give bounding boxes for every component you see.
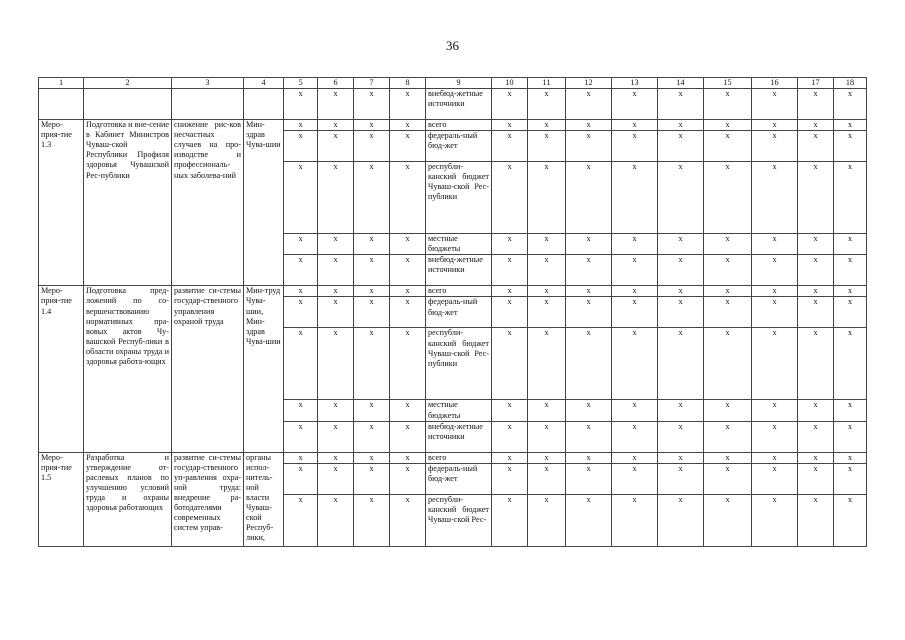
- x-cell: x: [528, 400, 566, 421]
- x-cell: x: [658, 297, 704, 328]
- funding-source-cell: республи-канский бюджет Чуваш-ской Рес-публики: [426, 328, 492, 400]
- x-cell: x: [390, 328, 426, 400]
- x-cell: x: [492, 494, 528, 546]
- x-cell: x: [390, 463, 426, 494]
- x-cell: x: [390, 286, 426, 297]
- x-cell: x: [390, 162, 426, 234]
- header-row: [39, 78, 867, 89]
- x-cell: x: [658, 120, 704, 131]
- funding-source-cell: федераль-ный бюд-жет: [426, 297, 492, 328]
- x-cell: x: [658, 89, 704, 120]
- x-cell: x: [834, 255, 867, 286]
- measure-name-cell: Меро-прия-тие 1.4: [39, 286, 84, 452]
- column-header: 12: [566, 78, 612, 89]
- x-cell: x: [612, 131, 658, 162]
- x-cell: x: [834, 328, 867, 400]
- x-cell: x: [318, 120, 354, 131]
- x-cell: x: [752, 131, 798, 162]
- x-cell: x: [834, 131, 867, 162]
- funding-source-cell: внебюд-жетные источники: [426, 89, 492, 120]
- x-cell: x: [612, 494, 658, 546]
- x-cell: x: [612, 255, 658, 286]
- x-cell: x: [284, 463, 318, 494]
- x-cell: x: [704, 494, 752, 546]
- x-cell: x: [752, 463, 798, 494]
- x-cell: x: [798, 120, 834, 131]
- x-cell: x: [354, 286, 390, 297]
- x-cell: x: [284, 120, 318, 131]
- x-cell: x: [658, 234, 704, 255]
- x-cell: x: [354, 421, 390, 452]
- x-cell: x: [318, 297, 354, 328]
- x-cell: x: [354, 297, 390, 328]
- x-cell: x: [834, 234, 867, 255]
- x-cell: x: [612, 452, 658, 463]
- x-cell: x: [704, 131, 752, 162]
- empty-cell: [172, 89, 244, 120]
- x-cell: x: [492, 131, 528, 162]
- x-cell: x: [390, 297, 426, 328]
- column-header: 16: [752, 78, 798, 89]
- x-cell: x: [354, 255, 390, 286]
- column-header: 8: [390, 78, 426, 89]
- x-cell: x: [318, 162, 354, 234]
- x-cell: x: [318, 452, 354, 463]
- x-cell: x: [566, 120, 612, 131]
- x-cell: x: [566, 162, 612, 234]
- x-cell: x: [704, 234, 752, 255]
- x-cell: x: [318, 286, 354, 297]
- x-cell: x: [566, 328, 612, 400]
- measure-executor-cell: Мин-труд Чува-шии, Мин-здрав Чува-шии: [244, 286, 284, 452]
- x-cell: x: [798, 421, 834, 452]
- x-cell: x: [354, 452, 390, 463]
- x-cell: x: [752, 452, 798, 463]
- x-cell: x: [492, 234, 528, 255]
- table-row: [39, 452, 867, 463]
- x-cell: x: [834, 463, 867, 494]
- x-cell: x: [658, 400, 704, 421]
- column-header: 1: [39, 78, 84, 89]
- x-cell: x: [284, 494, 318, 546]
- x-cell: x: [704, 286, 752, 297]
- x-cell: x: [528, 328, 566, 400]
- x-cell: x: [658, 494, 704, 546]
- x-cell: x: [798, 131, 834, 162]
- x-cell: x: [566, 255, 612, 286]
- measure-name-cell: Меро-прия-тие 1.5: [39, 452, 84, 546]
- x-cell: x: [318, 89, 354, 120]
- x-cell: x: [704, 255, 752, 286]
- x-cell: x: [492, 297, 528, 328]
- x-cell: x: [528, 234, 566, 255]
- column-header: 5: [284, 78, 318, 89]
- x-cell: x: [798, 463, 834, 494]
- x-cell: x: [492, 463, 528, 494]
- x-cell: x: [354, 400, 390, 421]
- x-cell: x: [318, 328, 354, 400]
- column-header: 7: [354, 78, 390, 89]
- x-cell: x: [354, 328, 390, 400]
- column-header: 6: [318, 78, 354, 89]
- x-cell: x: [612, 328, 658, 400]
- x-cell: x: [834, 400, 867, 421]
- table-row: [39, 286, 867, 297]
- x-cell: x: [566, 494, 612, 546]
- x-cell: x: [492, 162, 528, 234]
- x-cell: x: [752, 494, 798, 546]
- x-cell: x: [752, 89, 798, 120]
- x-cell: x: [658, 452, 704, 463]
- column-header: 17: [798, 78, 834, 89]
- column-header: 11: [528, 78, 566, 89]
- x-cell: x: [612, 400, 658, 421]
- x-cell: x: [284, 421, 318, 452]
- x-cell: x: [318, 494, 354, 546]
- x-cell: x: [492, 328, 528, 400]
- x-cell: x: [284, 297, 318, 328]
- x-cell: x: [658, 131, 704, 162]
- x-cell: x: [528, 131, 566, 162]
- x-cell: x: [284, 89, 318, 120]
- x-cell: x: [834, 494, 867, 546]
- x-cell: x: [658, 328, 704, 400]
- x-cell: x: [658, 162, 704, 234]
- x-cell: x: [704, 421, 752, 452]
- x-cell: x: [284, 131, 318, 162]
- page-number: 36: [446, 38, 459, 53]
- x-cell: x: [284, 452, 318, 463]
- table-row: [39, 89, 867, 120]
- x-cell: x: [752, 162, 798, 234]
- measure-goal-cell: развитие си-стемы государ-ственного управления охраной труда: [172, 286, 244, 452]
- x-cell: x: [752, 234, 798, 255]
- x-cell: x: [354, 120, 390, 131]
- funding-source-cell: федераль-ный бюд-жет: [426, 131, 492, 162]
- x-cell: x: [798, 494, 834, 546]
- funding-source-cell: всего: [426, 286, 492, 297]
- funding-source-cell: местные бюджеты: [426, 234, 492, 255]
- x-cell: x: [318, 421, 354, 452]
- x-cell: x: [354, 463, 390, 494]
- column-header: 9: [426, 78, 492, 89]
- empty-cell: [39, 89, 84, 120]
- x-cell: x: [390, 131, 426, 162]
- x-cell: x: [658, 421, 704, 452]
- table-row: [39, 120, 867, 131]
- x-cell: x: [612, 89, 658, 120]
- x-cell: x: [284, 255, 318, 286]
- x-cell: x: [528, 286, 566, 297]
- measure-executor-cell: Мин-здрав Чува-шии: [244, 120, 284, 286]
- x-cell: x: [834, 162, 867, 234]
- x-cell: x: [752, 328, 798, 400]
- x-cell: x: [834, 120, 867, 131]
- x-cell: x: [704, 297, 752, 328]
- program-table: [38, 77, 867, 547]
- x-cell: x: [284, 328, 318, 400]
- x-cell: x: [492, 286, 528, 297]
- x-cell: x: [390, 89, 426, 120]
- x-cell: x: [834, 452, 867, 463]
- x-cell: x: [528, 89, 566, 120]
- x-cell: x: [354, 131, 390, 162]
- x-cell: x: [354, 234, 390, 255]
- measure-executor-cell: органы испол-нитель-ной власти Чуваш-ской Респуб-лики,: [244, 452, 284, 546]
- x-cell: x: [492, 255, 528, 286]
- x-cell: x: [834, 297, 867, 328]
- x-cell: x: [704, 328, 752, 400]
- x-cell: x: [528, 452, 566, 463]
- x-cell: x: [528, 494, 566, 546]
- x-cell: x: [612, 463, 658, 494]
- x-cell: x: [658, 286, 704, 297]
- x-cell: x: [798, 89, 834, 120]
- x-cell: x: [658, 255, 704, 286]
- x-cell: x: [318, 234, 354, 255]
- x-cell: x: [798, 328, 834, 400]
- x-cell: x: [752, 286, 798, 297]
- x-cell: x: [284, 400, 318, 421]
- x-cell: x: [566, 400, 612, 421]
- x-cell: x: [528, 463, 566, 494]
- x-cell: x: [528, 421, 566, 452]
- x-cell: x: [318, 255, 354, 286]
- x-cell: x: [566, 452, 612, 463]
- x-cell: x: [704, 463, 752, 494]
- funding-source-cell: республи-канский бюджет Чуваш-ской Рес-публики: [426, 162, 492, 234]
- x-cell: x: [492, 89, 528, 120]
- column-header: 13: [612, 78, 658, 89]
- x-cell: x: [834, 286, 867, 297]
- x-cell: x: [354, 494, 390, 546]
- x-cell: x: [284, 234, 318, 255]
- x-cell: x: [798, 234, 834, 255]
- x-cell: x: [704, 89, 752, 120]
- x-cell: x: [390, 400, 426, 421]
- x-cell: x: [752, 297, 798, 328]
- measure-description-cell: Подготовка пред-ложений по со-вершенствованию нормативных пра-вовых актов Чу-вашской Респуб-лики в области охраны труда и здоровья работа-ющих: [84, 286, 172, 452]
- x-cell: x: [798, 400, 834, 421]
- x-cell: x: [798, 452, 834, 463]
- x-cell: x: [834, 421, 867, 452]
- x-cell: x: [318, 131, 354, 162]
- x-cell: x: [752, 255, 798, 286]
- column-header: 2: [84, 78, 172, 89]
- x-cell: x: [528, 162, 566, 234]
- empty-cell: [84, 89, 172, 120]
- column-header: 14: [658, 78, 704, 89]
- x-cell: x: [528, 297, 566, 328]
- x-cell: x: [354, 89, 390, 120]
- x-cell: x: [704, 120, 752, 131]
- x-cell: x: [798, 286, 834, 297]
- x-cell: x: [492, 400, 528, 421]
- x-cell: x: [390, 255, 426, 286]
- x-cell: x: [528, 120, 566, 131]
- x-cell: x: [284, 162, 318, 234]
- x-cell: x: [704, 400, 752, 421]
- funding-source-cell: внебюд-жетные источники: [426, 421, 492, 452]
- column-header: 3: [172, 78, 244, 89]
- measure-goal-cell: развитие си-стемы государ-ственного уп-равления охра-ной труда: внедрение ра-ботодателями современных систем управ-: [172, 452, 244, 546]
- x-cell: x: [566, 131, 612, 162]
- x-cell: x: [528, 255, 566, 286]
- column-header: 18: [834, 78, 867, 89]
- x-cell: x: [612, 421, 658, 452]
- x-cell: x: [566, 421, 612, 452]
- measure-description-cell: Разработка и утверждение от-раслевых планов по улучшению условий труда и охраны здоровья работающих: [84, 452, 172, 546]
- funding-source-cell: внебюд-жетные источники: [426, 255, 492, 286]
- x-cell: x: [354, 162, 390, 234]
- funding-source-cell: всего: [426, 452, 492, 463]
- empty-cell: [244, 89, 284, 120]
- funding-source-cell: местные бюджеты: [426, 400, 492, 421]
- x-cell: x: [566, 297, 612, 328]
- x-cell: x: [492, 421, 528, 452]
- column-header: 10: [492, 78, 528, 89]
- measure-goal-cell: снижение рис-ков несчастных случаев на про-изводстве и профессиональ-ных заболева-ний: [172, 120, 244, 286]
- x-cell: x: [390, 452, 426, 463]
- x-cell: x: [612, 162, 658, 234]
- x-cell: x: [566, 234, 612, 255]
- x-cell: x: [612, 297, 658, 328]
- funding-source-cell: федераль-ный бюд-жет: [426, 463, 492, 494]
- x-cell: x: [798, 255, 834, 286]
- x-cell: x: [658, 463, 704, 494]
- x-cell: x: [566, 463, 612, 494]
- x-cell: x: [704, 162, 752, 234]
- x-cell: x: [284, 286, 318, 297]
- x-cell: x: [566, 286, 612, 297]
- funding-source-cell: всего: [426, 120, 492, 131]
- x-cell: x: [752, 400, 798, 421]
- x-cell: x: [752, 120, 798, 131]
- measure-name-cell: Меро-прия-тие 1.3: [39, 120, 84, 286]
- column-header: 4: [244, 78, 284, 89]
- x-cell: x: [752, 421, 798, 452]
- x-cell: x: [318, 400, 354, 421]
- x-cell: x: [612, 234, 658, 255]
- x-cell: x: [798, 297, 834, 328]
- measure-description-cell: Подготовка и вне-сение в Кабинет Министров Чуваш-ской Республики Профиля здоровья Чувашской Рес-публики: [84, 120, 172, 286]
- x-cell: x: [612, 286, 658, 297]
- x-cell: x: [318, 463, 354, 494]
- x-cell: x: [566, 89, 612, 120]
- x-cell: x: [798, 162, 834, 234]
- x-cell: x: [390, 120, 426, 131]
- x-cell: x: [390, 494, 426, 546]
- x-cell: x: [390, 421, 426, 452]
- x-cell: x: [704, 452, 752, 463]
- column-header: 15: [704, 78, 752, 89]
- funding-source-cell: республи-канский бюджет Чуваш-ской Рес-: [426, 494, 492, 546]
- x-cell: x: [492, 120, 528, 131]
- x-cell: x: [612, 120, 658, 131]
- x-cell: x: [492, 452, 528, 463]
- x-cell: x: [390, 234, 426, 255]
- x-cell: x: [834, 89, 867, 120]
